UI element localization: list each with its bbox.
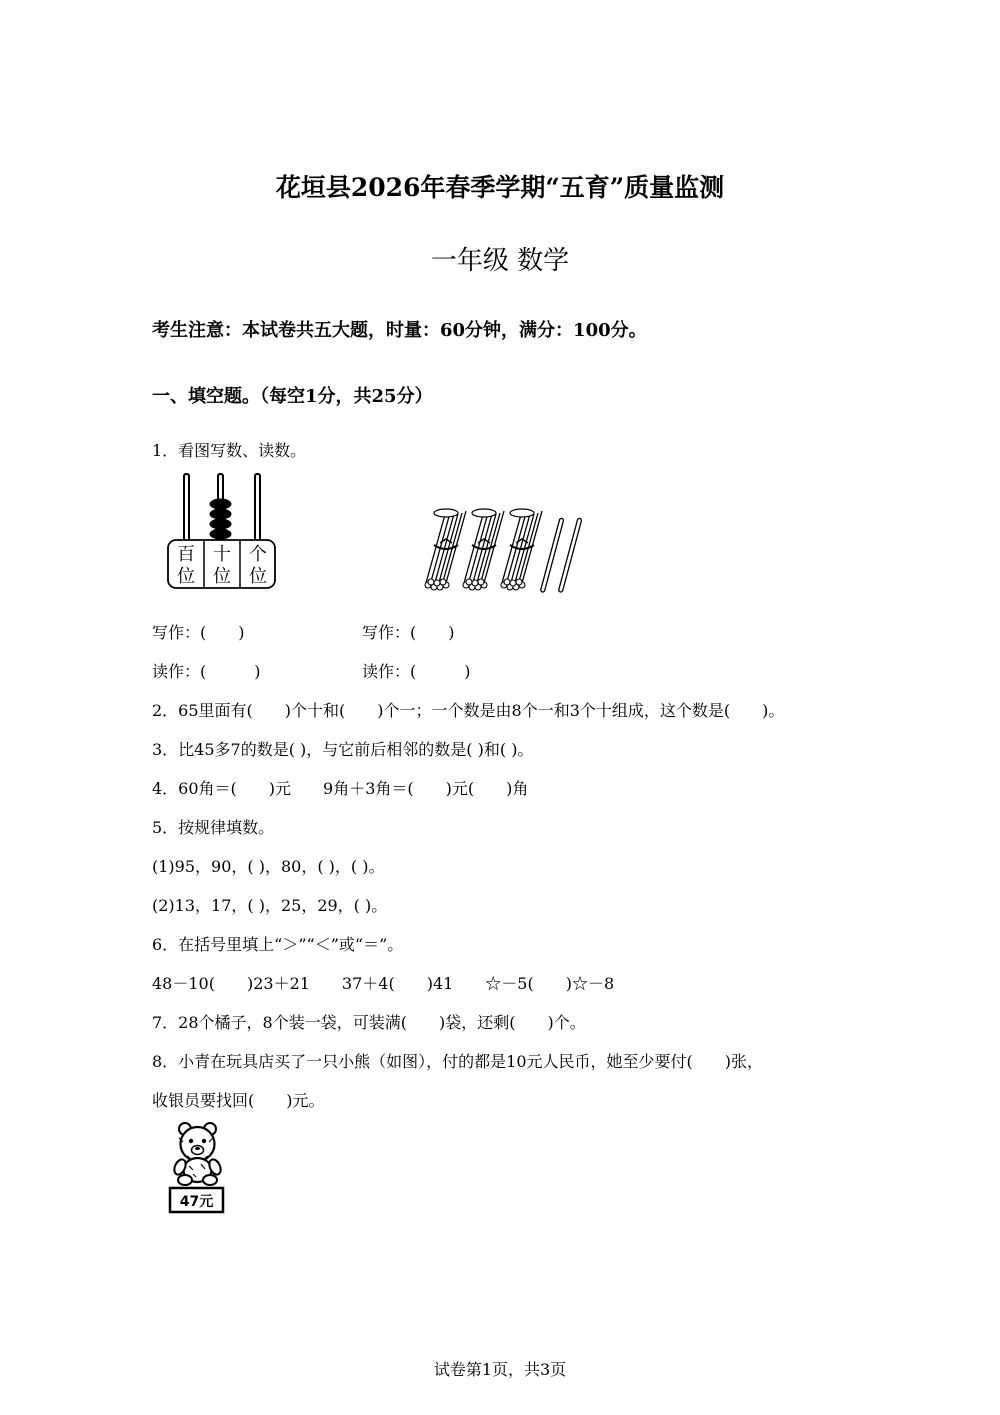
question-5: 5．按规律填数。 — [152, 818, 275, 837]
question-7: 7．28个橘子，8个装一袋，可装满( )袋，还剩( )个。 — [152, 1013, 586, 1032]
question-5-part-2: (2)13，17，( )，25，29，( )。 — [152, 896, 388, 915]
abacus-label-hundreds-2: 位 — [177, 566, 195, 587]
question-8-line-2: 收银员要找回( )元。 — [152, 1091, 325, 1110]
abacus-label-ones-2: 位 — [249, 566, 267, 587]
question-3: 3．比45多7的数是( )，与它前后相邻的数是( )和( )。 — [152, 740, 534, 759]
q1-write-answer-1[interactable]: 写作：( ) — [152, 623, 245, 642]
q1-write-answer-2[interactable]: 写作：( ) — [362, 623, 455, 642]
stick-bundles-figure — [420, 505, 595, 597]
question-4: 4．60角＝( )元 9角＋3角＝( )元( )角 — [152, 779, 529, 798]
question-6: 6．在括号里填上“＞”“＜”或“＝”。 — [152, 935, 404, 954]
abacus-label-ones-1: 个 — [249, 544, 267, 565]
question-5-part-1: (1)95，90，( )，80，( )，( )。 — [152, 857, 385, 876]
section-heading-fill-blank: 一、填空题。（每空1分，共25分） — [152, 386, 433, 407]
exam-subtitle: 一年级 数学 — [430, 246, 570, 276]
teddy-bear-figure — [165, 1120, 230, 1215]
bear-price-tag: 47元 — [179, 1194, 214, 1210]
abacus-label-tens-2: 位 — [213, 566, 231, 587]
question-6-items: 48－10( )23＋21 37＋4( )41 ☆－5( )☆－8 — [152, 974, 615, 993]
abacus-figure — [160, 470, 285, 595]
question-1: 1．看图写数、读数。 — [152, 441, 307, 460]
exam-notice: 考生注意：本试卷共五大题，时量：60分钟，满分：100分。 — [152, 320, 647, 341]
question-2: 2．65里面有( )个十和( )个一；一个数是由8个一和3个十组成，这个数是( )。 — [152, 701, 785, 720]
q1-read-answer-1[interactable]: 读作：( ) — [152, 662, 261, 681]
abacus-label-tens-1: 十 — [213, 544, 231, 565]
abacus-label-hundreds-1: 百 — [177, 544, 195, 565]
question-8-line-1: 8．小青在玩具店买了一只小熊（如图），付的都是10元人民币，她至少要付( )张， — [152, 1052, 764, 1071]
page-footer: 试卷第1页，共3页 — [433, 1360, 567, 1379]
exam-title: 花垣县2026年春季学期“五育”质量监测 — [275, 173, 725, 202]
q1-read-answer-2[interactable]: 读作：( ) — [362, 662, 471, 681]
